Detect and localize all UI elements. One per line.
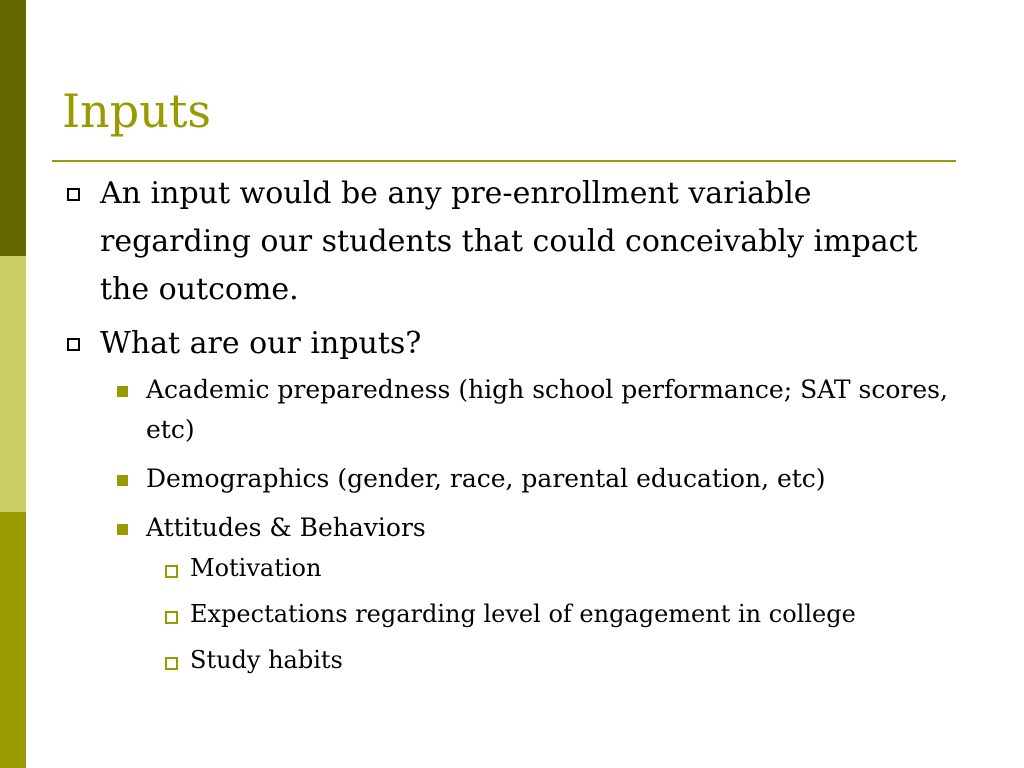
bullet-text: What are our inputs? xyxy=(100,326,422,361)
bullet-text: An input would be any pre-enrollment variable regarding our students that could conceivably impact the outcome. xyxy=(100,176,918,307)
bullet-item xyxy=(62,170,962,314)
title-divider xyxy=(52,160,956,162)
sub-bullet-text: Attitudes & Behaviors xyxy=(146,513,426,542)
sidebar-segment-dark xyxy=(0,0,26,256)
sub-bullet-item xyxy=(146,508,962,548)
hollow-square-bullet-icon xyxy=(67,338,80,351)
filled-square-bullet-icon xyxy=(117,386,128,397)
hollow-square-bullet-icon xyxy=(165,611,178,624)
slide-content xyxy=(62,170,962,688)
hollow-square-bullet-icon xyxy=(67,188,80,201)
sidebar-segment-mid xyxy=(0,512,26,768)
filled-square-bullet-icon xyxy=(117,524,128,535)
sub-sub-bullet-item xyxy=(190,642,962,678)
sub-sub-bullet-item xyxy=(190,550,962,586)
sub-sub-bullet-text: Expectations regarding level of engagement in college xyxy=(190,600,856,628)
sub-sub-bullet-item xyxy=(190,596,962,632)
hollow-square-bullet-icon xyxy=(165,657,178,670)
hollow-square-bullet-icon xyxy=(165,565,178,578)
sub-bullet-item xyxy=(146,459,962,499)
sub-sub-bullet-text: Motivation xyxy=(190,554,322,582)
filled-square-bullet-icon xyxy=(117,475,128,486)
slide-title: Inputs xyxy=(62,84,211,138)
sub-bullet-item xyxy=(146,370,962,450)
bullet-item xyxy=(62,320,962,368)
sub-sub-bullet-text: Study habits xyxy=(190,646,343,674)
sub-bullet-text: Academic preparedness (high school performance; SAT scores, etc) xyxy=(146,375,948,444)
sidebar-segment-light xyxy=(0,256,26,512)
sub-bullet-text: Demographics (gender, race, parental education, etc) xyxy=(146,464,826,493)
